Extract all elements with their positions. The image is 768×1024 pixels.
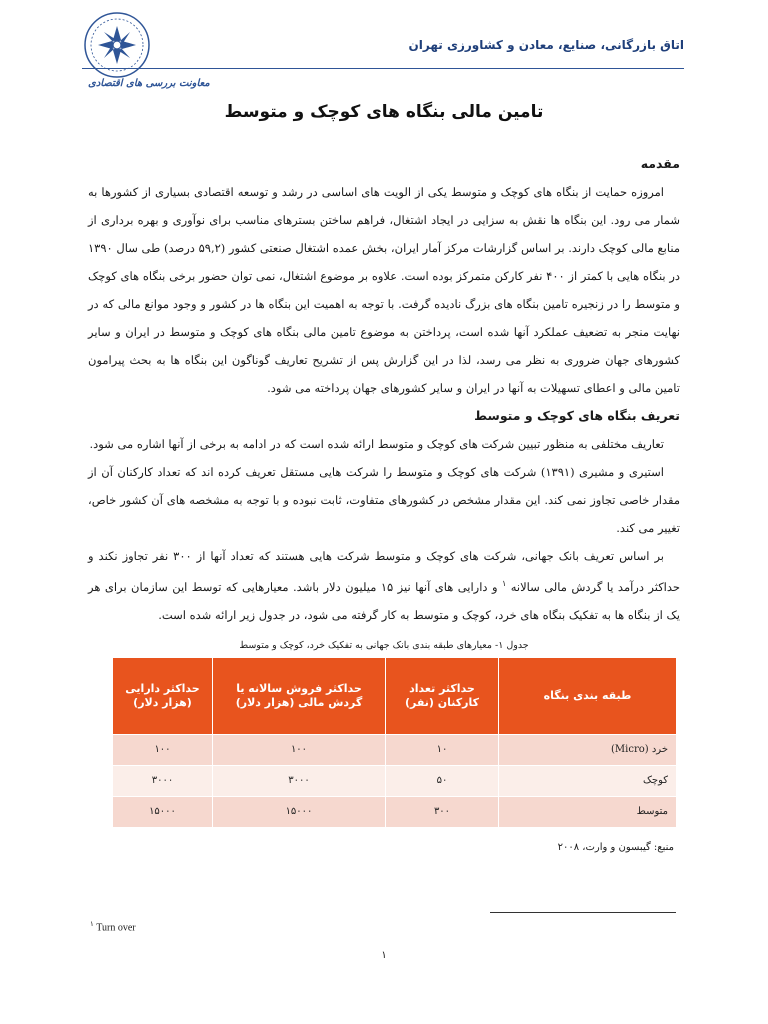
footnote-reference: ۱ — [501, 579, 507, 588]
table-cell: ۳۰۰۰ — [113, 765, 213, 796]
table-cell: ۱۰ — [386, 734, 499, 765]
column-header: حداکثر دارایی (هزار دلار) — [113, 657, 213, 734]
classification-table — [112, 657, 677, 828]
definition-paragraph-1: تعاریف مختلفی به منظور تبیین شرکت های کوچک و متوسط ارائه شده است که در ادامه به برخی از آنها اشاره می شود. — [89, 437, 664, 451]
table-cell: ۳۰۰۰ — [213, 765, 386, 796]
page-title: تامین مالی بنگاه های کوچک و متوسط — [224, 102, 544, 122]
paragraph-text: و دارایی های آنها نیز ۱۵ میلیون دلار باشد. معیارهایی که توسط این سازمان برای هر یک از بنگاه ها به تفکیک بنگاه های خرد، کوچک و متوسط به کار گرفته می شود، در جدول زیر ارائه شده است. — [88, 579, 680, 622]
table-source: منبع: گیبسون و وارت، ۲۰۰۸ — [557, 841, 674, 853]
paragraph-text: بر اساس تعریف بانک جهانی، شرکت های کوچک و متوسط شرکت هایی هستند که تعداد آنها از ۳۰۰ نفر تجاوز نکند و حداکثر درآمد یا گردش مالی سالانه — [88, 549, 681, 594]
table-cell: ۵۰ — [386, 765, 499, 796]
table-cell: متوسط — [499, 796, 677, 827]
table-header-row — [113, 657, 677, 734]
column-header: طبقه بندی بنگاه — [499, 657, 677, 734]
document-body — [88, 150, 680, 862]
column-header: حداکثر فروش سالانه یا گردش مالی (هزار دلار) — [213, 657, 386, 734]
footnote-text: Turn over — [96, 922, 136, 934]
table-cell: ۱۰۰ — [213, 734, 386, 765]
footnote-mark: ۱ — [90, 920, 94, 928]
page-number: ۱ — [381, 950, 387, 961]
table-row — [113, 796, 677, 827]
section-heading-definition: تعریف بنگاه های کوچک و متوسط — [474, 408, 680, 423]
table-row — [113, 734, 677, 765]
footnote-divider — [490, 912, 676, 913]
table-cell: ۱۵۰۰۰ — [213, 796, 386, 827]
intro-paragraph: امروزه حمایت از بنگاه های کوچک و متوسط یکی از الویت های اساسی در رشد و توسعه اقتصادی بسیاری از کشورها به شمار می رود. این بنگاه ها نقش به سزایی در ایجاد اشتغال، فراهم ساختن بسترهای مناسب برای نوآوری و بهره برداری از منابع مالی کوچک دارند. بر اساس گزارشات مرکز آمار ایران، بخش عمده اشتغال صنعتی کشور (۵۹,۲ درصد) طی سال ۱۳۹۰ در بنگاه هایی با کمتر از ۴۰۰ نفر کارکن متمرکز بوده است. علاوه بر موضوع اشتغال، نمی توان حضور برخی بنگاه های کوچک و متوسط را در زنجیره تامین بنگاه های بزرگ نادیده گرفت. با توجه به اهمیت این بنگاه ها در کشور و وجود موانع مالی که در نهایت منجر به تضعیف عملکرد آنها شده است، پرداختن به موضوع تامین مالی بنگاه های کوچک و متوسط در ایران و سایر کشورهای جهان ضروری به نظر می رسد، لذا در این گزارش پس از تشریح تعاریف گوناگون این بنگاه ها به بحث پیرامون تامین مالی و اعطای تسهیلات به آنها در ایران و سایر کشورهای جهان پرداخته می شود. — [88, 185, 681, 395]
table-cell: ۱۰۰ — [113, 734, 213, 765]
section-heading-introduction: مقدمه — [640, 156, 680, 171]
table-caption: جدول ۱- معیارهای طبقه بندی بانک جهانی به تفکیک خرد، کوچک و متوسط — [239, 639, 529, 651]
definition-paragraph-2: استیری و مشیری (۱۳۹۱) شرکت های کوچک و متوسط را شرکت هایی مستقل تعریف کرده اند که تعداد کارکنان آن از مقدار خاصی تجاوز نمی کند. این مقدار مشخص در کشورهای متفاوت، ثابت نبوده و با توجه به مشخصه های آن کشور خاص، تغییر می کند. — [88, 465, 680, 535]
column-header: حداکثر تعداد کارکنان (نفر) — [386, 657, 499, 734]
header-divider — [82, 68, 684, 69]
organization-title: اتاق بازرگانی، صنایع، معادن و کشاورزی تهران — [408, 38, 684, 52]
definition-paragraph-3 — [88, 542, 680, 629]
chamber-logo-icon — [82, 10, 152, 80]
department-name: معاونت بررسی های اقتصادی — [88, 78, 210, 89]
footnote — [90, 920, 136, 933]
table-cell: ۱۵۰۰۰ — [113, 796, 213, 827]
table-cell: خرد (Micro) — [499, 734, 677, 765]
table-row — [113, 765, 677, 796]
table-cell: ۳۰۰ — [386, 796, 499, 827]
table-cell: کوچک — [499, 765, 677, 796]
